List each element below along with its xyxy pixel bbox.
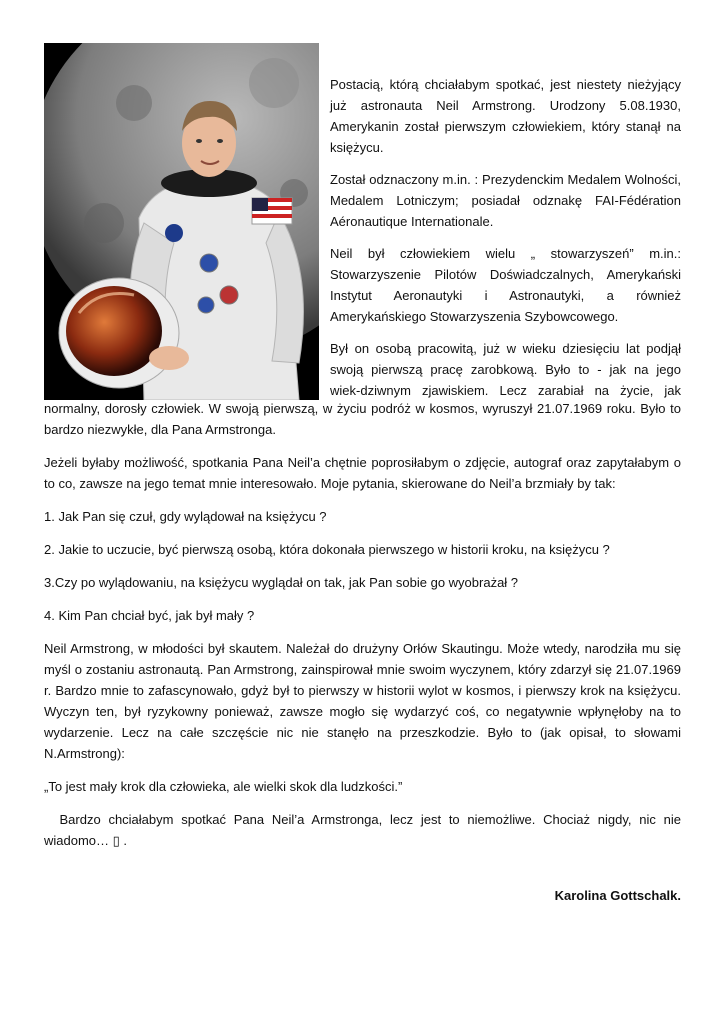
astronaut-portrait-icon [44, 43, 319, 400]
signature: Karolina Gottschalk. [554, 888, 681, 903]
paragraph-work-continued: normalny, dorosły człowiek. W swoją pierwszą, w życiu podróż w kosmos, wyruszył 21.07.1969 roku. Było to bardzo niezwykłe, dla Pana Armstronga. [44, 401, 681, 437]
paragraph-meeting: Jeżeli byłaby możliwość, spotkania Pana Neil’a chętnie poprosiłabym o zdjęcie, autograf oraz zapytałabym o to co, zawsze na jego temat mnie interesowało. Moje pytania, skierowane do Neil’a brzmiały by tak: [44, 455, 681, 491]
work-line-2: swoją pierwszą pracę zarobkową. Było to - jak na jego [330, 362, 681, 377]
question-2: 2. Jakie to uczucie, być pierwszą osobą, która dokonała pierwszego w historii kroku, na księżycu ? [44, 542, 610, 557]
paragraph-intro: Postacią, którą chciałabym spotkać, jest niestety nieżyjący już astronauta Neil Armstrong. Urodzony 5.08.1930, Amerykanin został pierwszym człowiekiem, który stanął na księżycu. [330, 77, 681, 155]
paragraph-scout: Neil Armstrong, w młodości był skautem. Należał do drużyny Orłów Skautingu. Może wtedy, narodziła mu się myśl o zostaniu astronautą. Pan Armstrong, zainspirował mnie swoim wyczynem, który zdarzył się 21.07.1969 r. Bardzo mnie to zafascynowało, gdyż był to pierwszy w historii wylot w kosmos, i pierwszy krok na księżycu. Wyczyn ten, był ryzykowny ponieważ, zawsze mogło się wydarzyć coś, co negatywnie wpłynęłoby na to wydarzenie. Lecz na całe szczęście nic nie stanęło na przeszkodzie. Było to (jak opisał, to słowami N.Armstrong): [44, 641, 681, 761]
work-line-3: wiek-dziwnym zjawiskiem. Lecz zarabiał na życie, jak [330, 383, 681, 398]
paragraph-awards: Został odznaczony m.in. : Prezydenckim Medalem Wolności, Medalem Lotniczym; posiadał odznakę FAI-Fédération Aéronautique Internationale. [330, 172, 681, 229]
paragraph-work-start [330, 338, 681, 401]
astronaut-photo [44, 43, 319, 400]
question-3: 3.Czy po wylądowaniu, na księżycu wyglądał on tak, jak Pan sobie go wyobrażał ? [44, 575, 519, 590]
question-1: 1. Jak Pan się czuł, gdy wylądował na księżycu ? [44, 509, 327, 524]
work-line-1: Był on osobą pracowitą, już w wieku dziesięciu lat podjął [330, 341, 681, 356]
question-4: 4. Kim Pan chciał być, jak był mały ? [44, 608, 255, 623]
paragraph-associations: Neil był człowiekiem wielu „ stowarzyszeń” m.in.: Stowarzyszenie Pilotów Doświadczalnych, Amerykański Instytut Aeronautyki i Astronautyki, a również Amerykańskiego Stowarzyszenia Szybowcowego. [330, 246, 681, 324]
paragraph-closing: Bardzo chciałabym spotkać Pana Neil’a Armstronga, lecz jest to niemożliwe. Chociaż nigdy, nic nie wiadomo… ▯ . [44, 812, 685, 848]
intro-column [330, 74, 681, 401]
main-body [44, 398, 685, 851]
armstrong-quote: „To jest mały krok dla człowieka, ale wielki skok dla ludzkości.” [44, 779, 403, 794]
